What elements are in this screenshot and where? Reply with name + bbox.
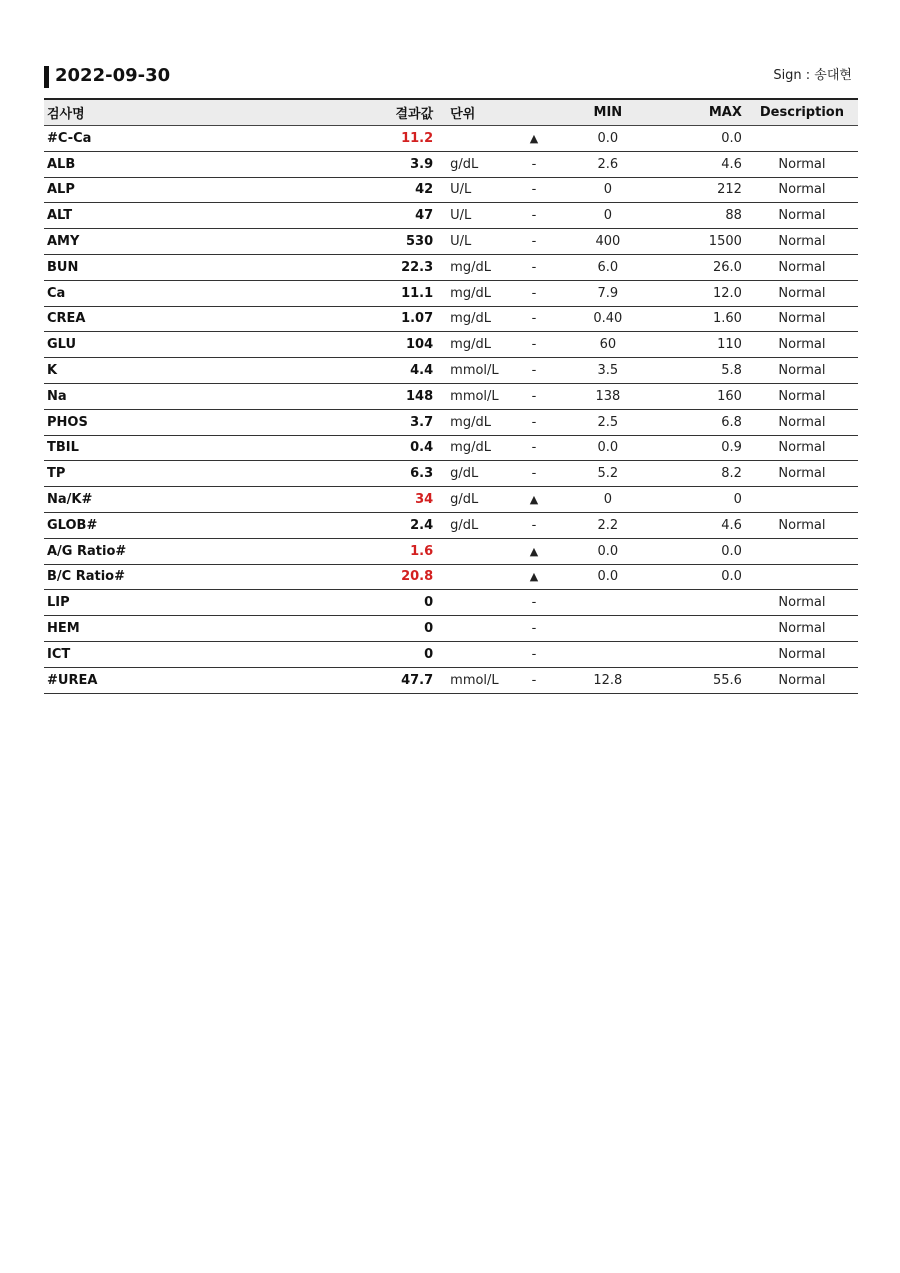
table-row [44, 177, 858, 203]
test-name: ALT [44, 203, 353, 229]
table-row [44, 383, 858, 409]
min-value: 60 [554, 332, 661, 358]
max-value: 5.8 [661, 358, 746, 384]
flag-dash: - [514, 409, 555, 435]
max-value: 4.6 [661, 512, 746, 538]
max-value: 1.60 [661, 306, 746, 332]
flag-dash: - [514, 667, 555, 693]
max-value [661, 641, 746, 667]
max-value: 6.8 [661, 409, 746, 435]
unit: mmol/L [433, 667, 513, 693]
result-value: 3.9 [353, 151, 433, 177]
description: Normal [746, 280, 858, 306]
description: Normal [746, 667, 858, 693]
min-value: 138 [554, 383, 661, 409]
flag-dash: - [514, 512, 555, 538]
min-value: 0 [554, 487, 661, 513]
flag-dash: - [514, 461, 555, 487]
min-value: 0.0 [554, 126, 661, 152]
result-value: 530 [353, 229, 433, 255]
test-name: TP [44, 461, 353, 487]
test-name: AMY [44, 229, 353, 255]
result-value: 1.6 [353, 538, 433, 564]
report-header [44, 64, 858, 90]
test-name: A/G Ratio# [44, 538, 353, 564]
max-value: 88 [661, 203, 746, 229]
flag-dash: - [514, 590, 555, 616]
test-name: ALP [44, 177, 353, 203]
flag-dash: - [514, 435, 555, 461]
arrow-up-icon: ▲ [514, 538, 555, 564]
unit: mmol/L [433, 383, 513, 409]
min-value: 6.0 [554, 254, 661, 280]
result-value: 11.2 [353, 126, 433, 152]
flag-dash: - [514, 306, 555, 332]
table-row [44, 254, 858, 280]
arrow-up-icon: ▲ [514, 487, 555, 513]
test-name: TBIL [44, 435, 353, 461]
test-name: BUN [44, 254, 353, 280]
unit: U/L [433, 229, 513, 255]
test-name: Na/K# [44, 487, 353, 513]
min-value: 12.8 [554, 667, 661, 693]
table-row [44, 616, 858, 642]
test-name: ALB [44, 151, 353, 177]
table-row [44, 358, 858, 384]
description: Normal [746, 435, 858, 461]
test-name: #UREA [44, 667, 353, 693]
test-name: PHOS [44, 409, 353, 435]
min-value: 2.5 [554, 409, 661, 435]
table-row [44, 151, 858, 177]
min-value: 0 [554, 177, 661, 203]
unit [433, 564, 513, 590]
result-value: 0 [353, 590, 433, 616]
table-row [44, 306, 858, 332]
max-value: 1500 [661, 229, 746, 255]
description [746, 538, 858, 564]
unit [433, 538, 513, 564]
unit: mg/dL [433, 435, 513, 461]
min-value: 2.6 [554, 151, 661, 177]
description: Normal [746, 254, 858, 280]
min-value: 0.0 [554, 538, 661, 564]
unit: mg/dL [433, 280, 513, 306]
description: Normal [746, 409, 858, 435]
max-value: 55.6 [661, 667, 746, 693]
result-value: 34 [353, 487, 433, 513]
description: Normal [746, 203, 858, 229]
flag-dash: - [514, 332, 555, 358]
header-min: MIN [554, 99, 661, 126]
table-body [44, 126, 858, 694]
result-value: 6.3 [353, 461, 433, 487]
unit: g/dL [433, 151, 513, 177]
description: Normal [746, 229, 858, 255]
result-value: 1.07 [353, 306, 433, 332]
unit: mg/dL [433, 409, 513, 435]
unit: mg/dL [433, 254, 513, 280]
result-value: 47 [353, 203, 433, 229]
flag-dash: - [514, 203, 555, 229]
result-value: 0 [353, 641, 433, 667]
flag-dash: - [514, 229, 555, 255]
max-value: 26.0 [661, 254, 746, 280]
test-name: HEM [44, 616, 353, 642]
max-value: 0 [661, 487, 746, 513]
description: Normal [746, 358, 858, 384]
test-name: LIP [44, 590, 353, 616]
table-row [44, 512, 858, 538]
arrow-up-icon: ▲ [514, 564, 555, 590]
table-row [44, 409, 858, 435]
max-value [661, 616, 746, 642]
description: Normal [746, 177, 858, 203]
min-value: 0 [554, 203, 661, 229]
result-value: 4.4 [353, 358, 433, 384]
flag-dash: - [514, 616, 555, 642]
flag-dash: - [514, 151, 555, 177]
header-name: 검사명 [44, 99, 353, 126]
min-value [554, 590, 661, 616]
min-value: 0.0 [554, 564, 661, 590]
result-value: 104 [353, 332, 433, 358]
flag-dash: - [514, 641, 555, 667]
result-value: 0.4 [353, 435, 433, 461]
table-header [44, 99, 858, 126]
test-name: K [44, 358, 353, 384]
date-marker [44, 66, 49, 88]
min-value: 400 [554, 229, 661, 255]
description: Normal [746, 641, 858, 667]
header-value: 결과값 [353, 99, 433, 126]
description: Normal [746, 383, 858, 409]
test-name: B/C Ratio# [44, 564, 353, 590]
table-row [44, 280, 858, 306]
description [746, 126, 858, 152]
header-row [44, 99, 858, 126]
signature: Sign : 송대현 [773, 68, 852, 83]
table-row [44, 461, 858, 487]
flag-dash: - [514, 383, 555, 409]
header-max: MAX [661, 99, 746, 126]
max-value: 12.0 [661, 280, 746, 306]
max-value: 4.6 [661, 151, 746, 177]
unit: U/L [433, 203, 513, 229]
unit: mg/dL [433, 332, 513, 358]
test-name: CREA [44, 306, 353, 332]
table-row [44, 229, 858, 255]
max-value: 160 [661, 383, 746, 409]
flag-dash: - [514, 358, 555, 384]
unit: mg/dL [433, 306, 513, 332]
table-row [44, 538, 858, 564]
description: Normal [746, 332, 858, 358]
unit [433, 641, 513, 667]
description: Normal [746, 461, 858, 487]
arrow-up-icon: ▲ [514, 126, 555, 152]
test-name: GLOB# [44, 512, 353, 538]
table-row [44, 590, 858, 616]
description: Normal [746, 590, 858, 616]
header-description: Description [746, 99, 858, 126]
table-row [44, 126, 858, 152]
flag-dash: - [514, 280, 555, 306]
table-row [44, 667, 858, 693]
test-name: #C-Ca [44, 126, 353, 152]
description [746, 564, 858, 590]
header-flag [514, 99, 555, 126]
description: Normal [746, 512, 858, 538]
table-row [44, 332, 858, 358]
max-value: 212 [661, 177, 746, 203]
test-name: ICT [44, 641, 353, 667]
min-value: 0.0 [554, 435, 661, 461]
test-name: Ca [44, 280, 353, 306]
result-value: 47.7 [353, 667, 433, 693]
min-value: 0.40 [554, 306, 661, 332]
max-value: 0.0 [661, 564, 746, 590]
flag-dash: - [514, 254, 555, 280]
unit [433, 126, 513, 152]
min-value: 5.2 [554, 461, 661, 487]
result-value: 42 [353, 177, 433, 203]
min-value: 3.5 [554, 358, 661, 384]
table-row [44, 435, 858, 461]
report-date: 2022-09-30 [55, 65, 171, 86]
test-name: Na [44, 383, 353, 409]
max-value [661, 590, 746, 616]
unit: g/dL [433, 512, 513, 538]
result-value: 0 [353, 616, 433, 642]
unit [433, 590, 513, 616]
max-value: 110 [661, 332, 746, 358]
unit: g/dL [433, 461, 513, 487]
unit: mmol/L [433, 358, 513, 384]
description: Normal [746, 306, 858, 332]
unit: g/dL [433, 487, 513, 513]
table-row [44, 641, 858, 667]
results-table [44, 98, 858, 694]
table-row [44, 564, 858, 590]
result-value: 2.4 [353, 512, 433, 538]
flag-dash: - [514, 177, 555, 203]
result-value: 22.3 [353, 254, 433, 280]
test-name: GLU [44, 332, 353, 358]
min-value [554, 641, 661, 667]
unit: U/L [433, 177, 513, 203]
table-row [44, 203, 858, 229]
table-row [44, 487, 858, 513]
result-value: 20.8 [353, 564, 433, 590]
min-value [554, 616, 661, 642]
result-value: 11.1 [353, 280, 433, 306]
unit [433, 616, 513, 642]
max-value: 0.0 [661, 126, 746, 152]
max-value: 8.2 [661, 461, 746, 487]
min-value: 7.9 [554, 280, 661, 306]
description [746, 487, 858, 513]
max-value: 0.9 [661, 435, 746, 461]
min-value: 2.2 [554, 512, 661, 538]
description: Normal [746, 151, 858, 177]
result-value: 148 [353, 383, 433, 409]
result-value: 3.7 [353, 409, 433, 435]
header-unit: 단위 [433, 99, 513, 126]
max-value: 0.0 [661, 538, 746, 564]
description: Normal [746, 616, 858, 642]
